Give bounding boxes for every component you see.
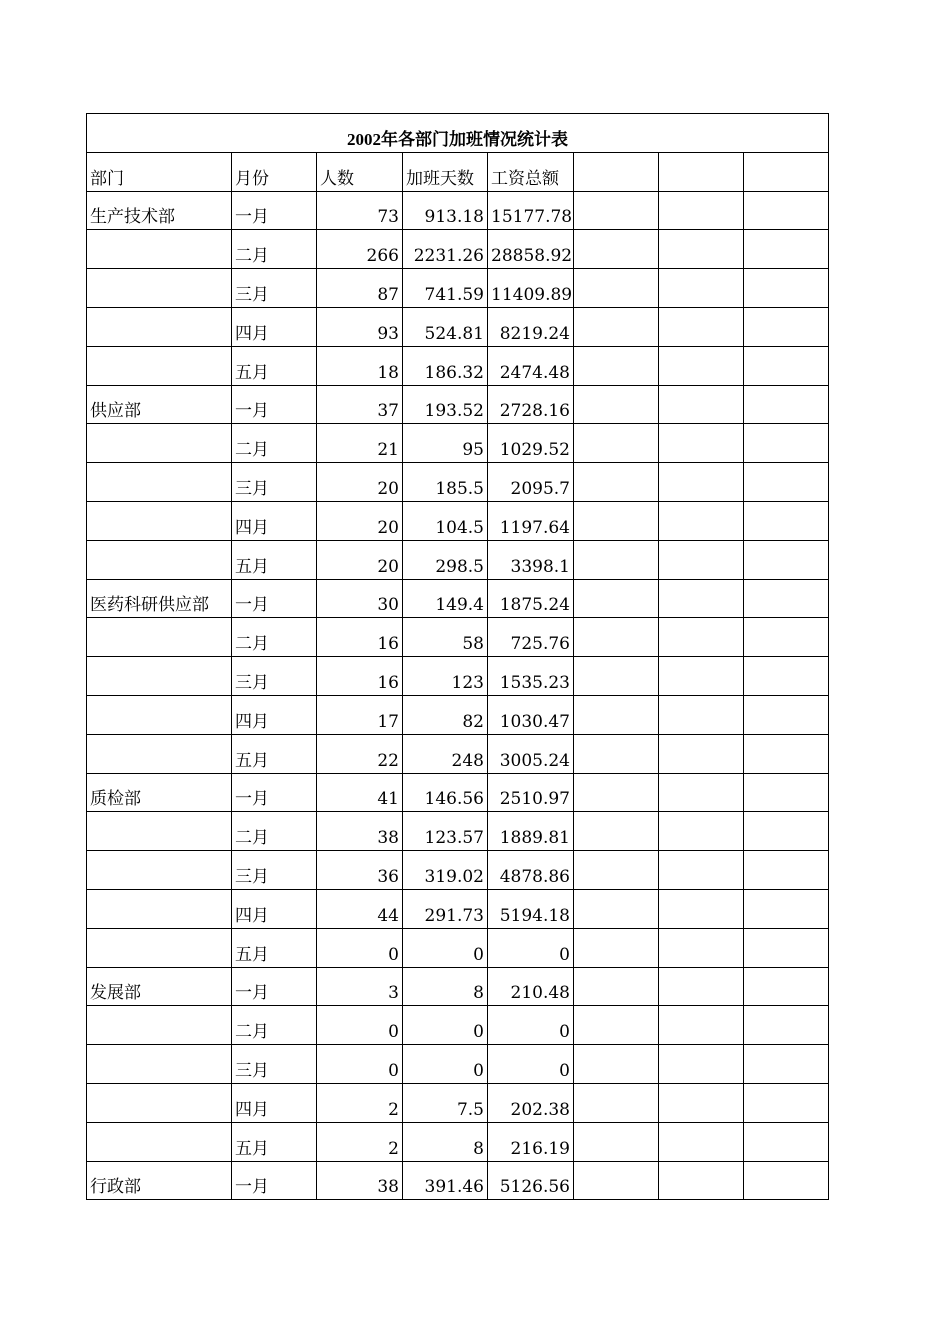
cell-month[interactable]: 四月 bbox=[232, 695, 317, 734]
cell-month[interactable]: 四月 bbox=[232, 307, 317, 346]
cell-empty[interactable] bbox=[659, 1006, 744, 1045]
cell-wage[interactable]: 8219.24 bbox=[488, 307, 574, 346]
cell-people[interactable]: 266 bbox=[317, 230, 403, 269]
table-row bbox=[87, 928, 829, 967]
table-row bbox=[87, 1122, 829, 1161]
cell-wage[interactable]: 1889.81 bbox=[488, 812, 574, 851]
cell-month[interactable]: 一月 bbox=[232, 385, 317, 424]
cell-dept[interactable] bbox=[87, 269, 232, 308]
cell-empty[interactable] bbox=[744, 1161, 829, 1200]
cell-wage[interactable]: 28858.92 bbox=[488, 230, 574, 269]
header-row bbox=[87, 152, 829, 191]
cell-dept[interactable] bbox=[87, 307, 232, 346]
cell-empty[interactable] bbox=[744, 928, 829, 967]
cell-dept[interactable] bbox=[87, 1122, 232, 1161]
cell-wage[interactable]: 1197.64 bbox=[488, 501, 574, 540]
cell-people[interactable]: 93 bbox=[317, 307, 403, 346]
cell-days[interactable]: 391.46 bbox=[403, 1161, 488, 1200]
cell-empty[interactable] bbox=[574, 889, 659, 928]
title-row bbox=[87, 114, 829, 153]
cell-wage[interactable]: 1029.52 bbox=[488, 424, 574, 463]
cell-wage[interactable]: 1875.24 bbox=[488, 579, 574, 618]
cell-empty[interactable] bbox=[574, 269, 659, 308]
cell-dept[interactable]: 行政部 bbox=[87, 1161, 232, 1200]
cell-empty[interactable] bbox=[744, 540, 829, 579]
cell-month[interactable]: 二月 bbox=[232, 618, 317, 657]
cell-empty[interactable] bbox=[744, 579, 829, 618]
cell-empty[interactable] bbox=[574, 928, 659, 967]
cell-empty[interactable] bbox=[744, 424, 829, 463]
table-row bbox=[87, 540, 829, 579]
cell-dept[interactable] bbox=[87, 657, 232, 696]
cell-days[interactable]: 319.02 bbox=[403, 851, 488, 890]
header-days[interactable]: 加班天数 bbox=[403, 152, 488, 191]
cell-people[interactable]: 87 bbox=[317, 269, 403, 308]
table-row bbox=[87, 618, 829, 657]
cell-days[interactable]: 95 bbox=[403, 424, 488, 463]
cell-people[interactable]: 2 bbox=[317, 1122, 403, 1161]
cell-month[interactable]: 五月 bbox=[232, 540, 317, 579]
cell-empty[interactable] bbox=[659, 307, 744, 346]
cell-wage[interactable]: 3005.24 bbox=[488, 734, 574, 773]
cell-empty[interactable] bbox=[574, 230, 659, 269]
cell-dept[interactable]: 生产技术部 bbox=[87, 191, 232, 230]
cell-people[interactable]: 20 bbox=[317, 463, 403, 502]
cell-empty[interactable] bbox=[744, 889, 829, 928]
table-row bbox=[87, 579, 829, 618]
cell-dept[interactable] bbox=[87, 501, 232, 540]
cell-empty[interactable] bbox=[574, 346, 659, 385]
cell-days[interactable]: 186.32 bbox=[403, 346, 488, 385]
cell-empty[interactable] bbox=[659, 1122, 744, 1161]
cell-dept[interactable] bbox=[87, 463, 232, 502]
cell-dept[interactable] bbox=[87, 346, 232, 385]
cell-empty[interactable] bbox=[659, 773, 744, 812]
cell-empty[interactable] bbox=[659, 540, 744, 579]
cell-days[interactable]: 524.81 bbox=[403, 307, 488, 346]
cell-people[interactable]: 44 bbox=[317, 889, 403, 928]
cell-empty[interactable] bbox=[659, 579, 744, 618]
cell-empty[interactable] bbox=[574, 1045, 659, 1084]
cell-wage[interactable]: 2095.7 bbox=[488, 463, 574, 502]
cell-month[interactable]: 二月 bbox=[232, 1006, 317, 1045]
cell-days[interactable]: 82 bbox=[403, 695, 488, 734]
cell-wage[interactable]: 2474.48 bbox=[488, 346, 574, 385]
cell-empty[interactable] bbox=[744, 967, 829, 1006]
cell-wage[interactable]: 210.48 bbox=[488, 967, 574, 1006]
cell-empty[interactable] bbox=[574, 734, 659, 773]
cell-dept[interactable] bbox=[87, 851, 232, 890]
cell-empty[interactable] bbox=[744, 1006, 829, 1045]
header-month[interactable]: 月份 bbox=[232, 152, 317, 191]
cell-people[interactable]: 2 bbox=[317, 1083, 403, 1122]
cell-empty[interactable] bbox=[659, 230, 744, 269]
table-row bbox=[87, 307, 829, 346]
cell-empty[interactable] bbox=[744, 346, 829, 385]
cell-empty[interactable] bbox=[744, 191, 829, 230]
header-empty-1[interactable] bbox=[574, 152, 659, 191]
cell-month[interactable]: 五月 bbox=[232, 346, 317, 385]
cell-wage[interactable]: 1030.47 bbox=[488, 695, 574, 734]
cell-days[interactable]: 123.57 bbox=[403, 812, 488, 851]
table-row bbox=[87, 967, 829, 1006]
cell-empty[interactable] bbox=[659, 695, 744, 734]
table-row bbox=[87, 385, 829, 424]
cell-empty[interactable] bbox=[659, 1083, 744, 1122]
cell-people[interactable]: 36 bbox=[317, 851, 403, 890]
table-row bbox=[87, 230, 829, 269]
cell-empty[interactable] bbox=[659, 928, 744, 967]
cell-empty[interactable] bbox=[744, 695, 829, 734]
cell-empty[interactable] bbox=[574, 191, 659, 230]
table-row bbox=[87, 501, 829, 540]
cell-empty[interactable] bbox=[574, 424, 659, 463]
cell-empty[interactable] bbox=[744, 1045, 829, 1084]
cell-empty[interactable] bbox=[574, 501, 659, 540]
cell-days[interactable]: 248 bbox=[403, 734, 488, 773]
header-people[interactable]: 人数 bbox=[317, 152, 403, 191]
cell-empty[interactable] bbox=[659, 812, 744, 851]
cell-empty[interactable] bbox=[659, 967, 744, 1006]
cell-days[interactable]: 58 bbox=[403, 618, 488, 657]
cell-empty[interactable] bbox=[744, 385, 829, 424]
cell-wage[interactable]: 0 bbox=[488, 1006, 574, 1045]
cell-days[interactable]: 0 bbox=[403, 1045, 488, 1084]
cell-empty[interactable] bbox=[574, 307, 659, 346]
table-row bbox=[87, 734, 829, 773]
cell-people[interactable]: 37 bbox=[317, 385, 403, 424]
cell-empty[interactable] bbox=[659, 1045, 744, 1084]
cell-empty[interactable] bbox=[574, 1083, 659, 1122]
cell-month[interactable]: 二月 bbox=[232, 230, 317, 269]
cell-month[interactable]: 四月 bbox=[232, 501, 317, 540]
cell-empty[interactable] bbox=[744, 1083, 829, 1122]
cell-empty[interactable] bbox=[574, 773, 659, 812]
cell-dept[interactable] bbox=[87, 1006, 232, 1045]
cell-empty[interactable] bbox=[574, 695, 659, 734]
cell-wage[interactable]: 4878.86 bbox=[488, 851, 574, 890]
cell-dept[interactable] bbox=[87, 928, 232, 967]
cell-people[interactable]: 41 bbox=[317, 773, 403, 812]
cell-month[interactable]: 三月 bbox=[232, 851, 317, 890]
cell-wage[interactable]: 1535.23 bbox=[488, 657, 574, 696]
cell-empty[interactable] bbox=[659, 889, 744, 928]
cell-empty[interactable] bbox=[744, 230, 829, 269]
cell-empty[interactable] bbox=[744, 269, 829, 308]
cell-empty[interactable] bbox=[574, 1122, 659, 1161]
cell-month[interactable]: 三月 bbox=[232, 657, 317, 696]
cell-people[interactable]: 16 bbox=[317, 618, 403, 657]
cell-days[interactable]: 104.5 bbox=[403, 501, 488, 540]
cell-empty[interactable] bbox=[659, 346, 744, 385]
cell-dept[interactable] bbox=[87, 1045, 232, 1084]
cell-wage[interactable]: 202.38 bbox=[488, 1083, 574, 1122]
cell-people[interactable]: 20 bbox=[317, 540, 403, 579]
cell-wage[interactable]: 11409.89 bbox=[488, 269, 574, 308]
cell-wage[interactable]: 0 bbox=[488, 1045, 574, 1084]
table-row bbox=[87, 1045, 829, 1084]
cell-empty[interactable] bbox=[574, 540, 659, 579]
cell-days[interactable]: 0 bbox=[403, 1006, 488, 1045]
table-row bbox=[87, 346, 829, 385]
cell-month[interactable]: 五月 bbox=[232, 928, 317, 967]
header-empty-3[interactable] bbox=[744, 152, 829, 191]
cell-dept[interactable]: 医药科研供应部 bbox=[87, 579, 232, 618]
cell-days[interactable]: 7.5 bbox=[403, 1083, 488, 1122]
cell-dept[interactable] bbox=[87, 695, 232, 734]
cell-empty[interactable] bbox=[659, 191, 744, 230]
cell-month[interactable]: 一月 bbox=[232, 1161, 317, 1200]
cell-wage[interactable]: 2510.97 bbox=[488, 773, 574, 812]
cell-month[interactable]: 三月 bbox=[232, 463, 317, 502]
cell-days[interactable]: 185.5 bbox=[403, 463, 488, 502]
cell-dept[interactable] bbox=[87, 812, 232, 851]
cell-month[interactable]: 五月 bbox=[232, 1122, 317, 1161]
cell-empty[interactable] bbox=[744, 773, 829, 812]
cell-wage[interactable]: 216.19 bbox=[488, 1122, 574, 1161]
cell-wage[interactable]: 5194.18 bbox=[488, 889, 574, 928]
cell-wage[interactable]: 2728.16 bbox=[488, 385, 574, 424]
cell-month[interactable]: 一月 bbox=[232, 773, 317, 812]
cell-empty[interactable] bbox=[574, 463, 659, 502]
cell-days[interactable]: 0 bbox=[403, 928, 488, 967]
cell-wage[interactable]: 3398.1 bbox=[488, 540, 574, 579]
cell-days[interactable]: 298.5 bbox=[403, 540, 488, 579]
table-row bbox=[87, 889, 829, 928]
cell-empty[interactable] bbox=[744, 618, 829, 657]
cell-month[interactable]: 四月 bbox=[232, 889, 317, 928]
table-row bbox=[87, 1006, 829, 1045]
cell-empty[interactable] bbox=[659, 501, 744, 540]
table-row bbox=[87, 812, 829, 851]
cell-empty[interactable] bbox=[574, 579, 659, 618]
cell-empty[interactable] bbox=[744, 812, 829, 851]
cell-days[interactable]: 8 bbox=[403, 1122, 488, 1161]
cell-empty[interactable] bbox=[574, 657, 659, 696]
cell-empty[interactable] bbox=[659, 851, 744, 890]
cell-month[interactable]: 二月 bbox=[232, 812, 317, 851]
header-dept[interactable]: 部门 bbox=[87, 152, 232, 191]
table-row bbox=[87, 851, 829, 890]
cell-empty[interactable] bbox=[744, 463, 829, 502]
cell-month[interactable]: 一月 bbox=[232, 967, 317, 1006]
cell-month[interactable]: 五月 bbox=[232, 734, 317, 773]
cell-dept[interactable]: 质检部 bbox=[87, 773, 232, 812]
cell-wage[interactable]: 15177.78 bbox=[488, 191, 574, 230]
cell-dept[interactable] bbox=[87, 1083, 232, 1122]
cell-empty[interactable] bbox=[659, 269, 744, 308]
cell-wage[interactable]: 5126.56 bbox=[488, 1161, 574, 1200]
cell-people[interactable]: 18 bbox=[317, 346, 403, 385]
cell-dept[interactable]: 供应部 bbox=[87, 385, 232, 424]
table-row bbox=[87, 269, 829, 308]
cell-empty[interactable] bbox=[574, 812, 659, 851]
cell-empty[interactable] bbox=[574, 967, 659, 1006]
cell-days[interactable]: 2231.26 bbox=[403, 230, 488, 269]
table-title[interactable]: 2002年各部门加班情况统计表 bbox=[87, 114, 829, 153]
cell-people[interactable]: 20 bbox=[317, 501, 403, 540]
cell-empty[interactable] bbox=[744, 851, 829, 890]
table-row bbox=[87, 424, 829, 463]
cell-empty[interactable] bbox=[659, 618, 744, 657]
cell-empty[interactable] bbox=[659, 463, 744, 502]
table-row bbox=[87, 1083, 829, 1122]
cell-empty[interactable] bbox=[574, 1006, 659, 1045]
table-row bbox=[87, 463, 829, 502]
cell-dept[interactable] bbox=[87, 424, 232, 463]
cell-month[interactable]: 二月 bbox=[232, 424, 317, 463]
cell-days[interactable]: 146.56 bbox=[403, 773, 488, 812]
cell-dept[interactable]: 发展部 bbox=[87, 967, 232, 1006]
table-row bbox=[87, 773, 829, 812]
cell-empty[interactable] bbox=[744, 657, 829, 696]
cell-days[interactable]: 291.73 bbox=[403, 889, 488, 928]
cell-empty[interactable] bbox=[574, 618, 659, 657]
cell-empty[interactable] bbox=[574, 1161, 659, 1200]
cell-people[interactable]: 16 bbox=[317, 657, 403, 696]
table-row bbox=[87, 1161, 829, 1200]
cell-people[interactable]: 22 bbox=[317, 734, 403, 773]
cell-days[interactable]: 913.18 bbox=[403, 191, 488, 230]
cell-dept[interactable] bbox=[87, 734, 232, 773]
header-empty-2[interactable] bbox=[659, 152, 744, 191]
cell-empty[interactable] bbox=[659, 1161, 744, 1200]
cell-empty[interactable] bbox=[744, 307, 829, 346]
cell-dept[interactable] bbox=[87, 540, 232, 579]
cell-people[interactable]: 0 bbox=[317, 1006, 403, 1045]
cell-days[interactable]: 741.59 bbox=[403, 269, 488, 308]
cell-people[interactable]: 17 bbox=[317, 695, 403, 734]
cell-month[interactable]: 四月 bbox=[232, 1083, 317, 1122]
cell-month[interactable]: 一月 bbox=[232, 191, 317, 230]
cell-empty[interactable] bbox=[659, 385, 744, 424]
cell-month[interactable]: 一月 bbox=[232, 579, 317, 618]
cell-empty[interactable] bbox=[659, 734, 744, 773]
cell-dept[interactable] bbox=[87, 618, 232, 657]
table-row bbox=[87, 695, 829, 734]
cell-days[interactable]: 123 bbox=[403, 657, 488, 696]
cell-empty[interactable] bbox=[744, 1122, 829, 1161]
cell-empty[interactable] bbox=[659, 424, 744, 463]
cell-empty[interactable] bbox=[659, 657, 744, 696]
cell-wage[interactable]: 725.76 bbox=[488, 618, 574, 657]
cell-people[interactable]: 30 bbox=[317, 579, 403, 618]
cell-people[interactable]: 0 bbox=[317, 928, 403, 967]
overtime-table bbox=[86, 113, 829, 1200]
cell-people[interactable]: 21 bbox=[317, 424, 403, 463]
cell-dept[interactable] bbox=[87, 230, 232, 269]
cell-dept[interactable] bbox=[87, 889, 232, 928]
cell-empty[interactable] bbox=[744, 734, 829, 773]
cell-empty[interactable] bbox=[744, 501, 829, 540]
cell-month[interactable]: 三月 bbox=[232, 1045, 317, 1084]
cell-wage[interactable]: 0 bbox=[488, 928, 574, 967]
cell-empty[interactable] bbox=[574, 851, 659, 890]
table-row bbox=[87, 657, 829, 696]
cell-days[interactable]: 8 bbox=[403, 967, 488, 1006]
cell-people[interactable]: 38 bbox=[317, 1161, 403, 1200]
cell-empty[interactable] bbox=[574, 385, 659, 424]
cell-people[interactable]: 3 bbox=[317, 967, 403, 1006]
cell-days[interactable]: 193.52 bbox=[403, 385, 488, 424]
cell-people[interactable]: 73 bbox=[317, 191, 403, 230]
cell-month[interactable]: 三月 bbox=[232, 269, 317, 308]
cell-people[interactable]: 0 bbox=[317, 1045, 403, 1084]
cell-people[interactable]: 38 bbox=[317, 812, 403, 851]
header-wage[interactable]: 工资总额 bbox=[488, 152, 574, 191]
table-row bbox=[87, 191, 829, 230]
cell-days[interactable]: 149.4 bbox=[403, 579, 488, 618]
